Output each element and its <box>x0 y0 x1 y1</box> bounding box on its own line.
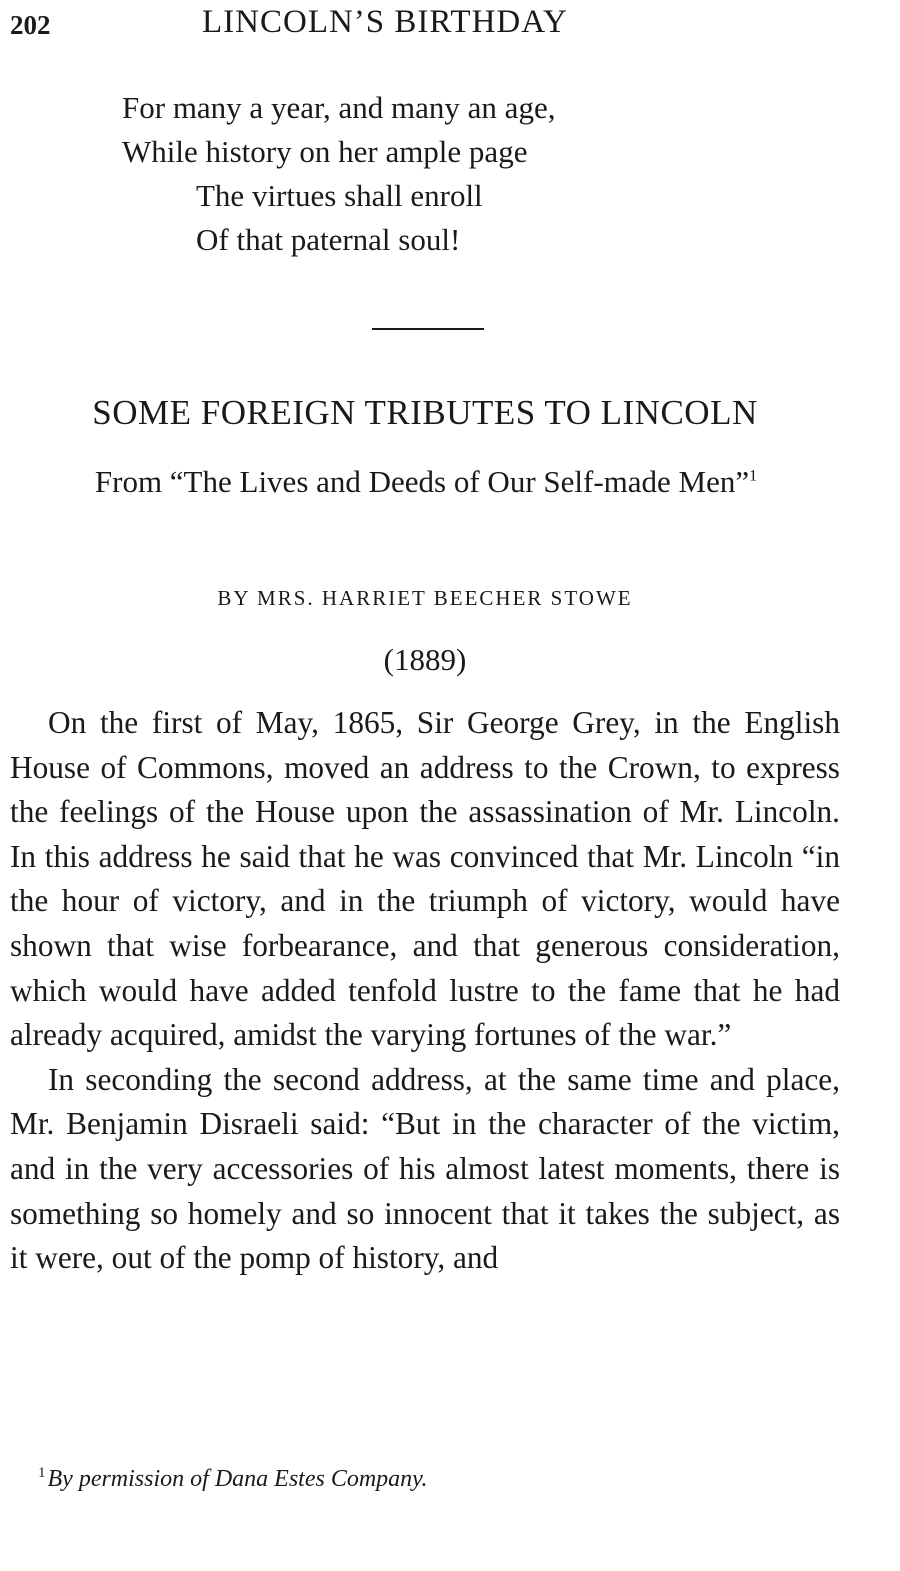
poem-line: While history on her ample page <box>122 134 528 169</box>
footnote-number: 1 <box>38 1465 46 1481</box>
poem-stanza <box>122 86 555 262</box>
poem-line: For many a year, and many an age, <box>122 90 556 125</box>
footnote-text: By permission of Dana Estes Company. <box>47 1466 428 1492</box>
paragraph: On the first of May, 1865, Sir George Grey, in the English House of Commons, moved an address to the Crown, to express the feelings of the House upon the assassination of Mr. Lincoln. In this address he said that he was convinced that Mr. Lincoln “in the hour of victory, and in the triumph of victory, would have shown that wise forbearance, and that generous consideration, which would have added tenfold lustre to the fame that he had already acquired, amidst the varying fortunes of the war.” <box>10 705 840 1053</box>
poem-line: Of that paternal soul! <box>196 222 461 257</box>
body-text <box>10 701 840 1281</box>
source-line <box>40 460 812 504</box>
footnote <box>38 1466 427 1493</box>
running-title: LINCOLN’S BIRTHDAY <box>202 4 568 40</box>
footnote-reference: 1 <box>749 467 758 485</box>
source-text: From “The Lives and Deeds of Our Self-made Men” <box>94 464 750 499</box>
running-head <box>10 4 840 44</box>
publication-year: (1889) <box>383 642 467 677</box>
poem-line: The virtues shall enroll <box>196 178 483 213</box>
section-title: SOME FOREIGN TRIBUTES TO LINCOLN <box>92 393 758 432</box>
section-divider <box>372 328 484 330</box>
paragraph: In seconding the second address, at the same time and place, Mr. Benjamin Disraeli said: “But in the character of the victim, and in the very accessories of his almost latest moments, there is something so homely and so innocent that it takes the subject, as it were, out of the pomp of history, and <box>10 1061 840 1276</box>
byline: BY MRS. HARRIET BEECHER STOWE <box>217 586 633 610</box>
page-number: 202 <box>10 10 51 40</box>
